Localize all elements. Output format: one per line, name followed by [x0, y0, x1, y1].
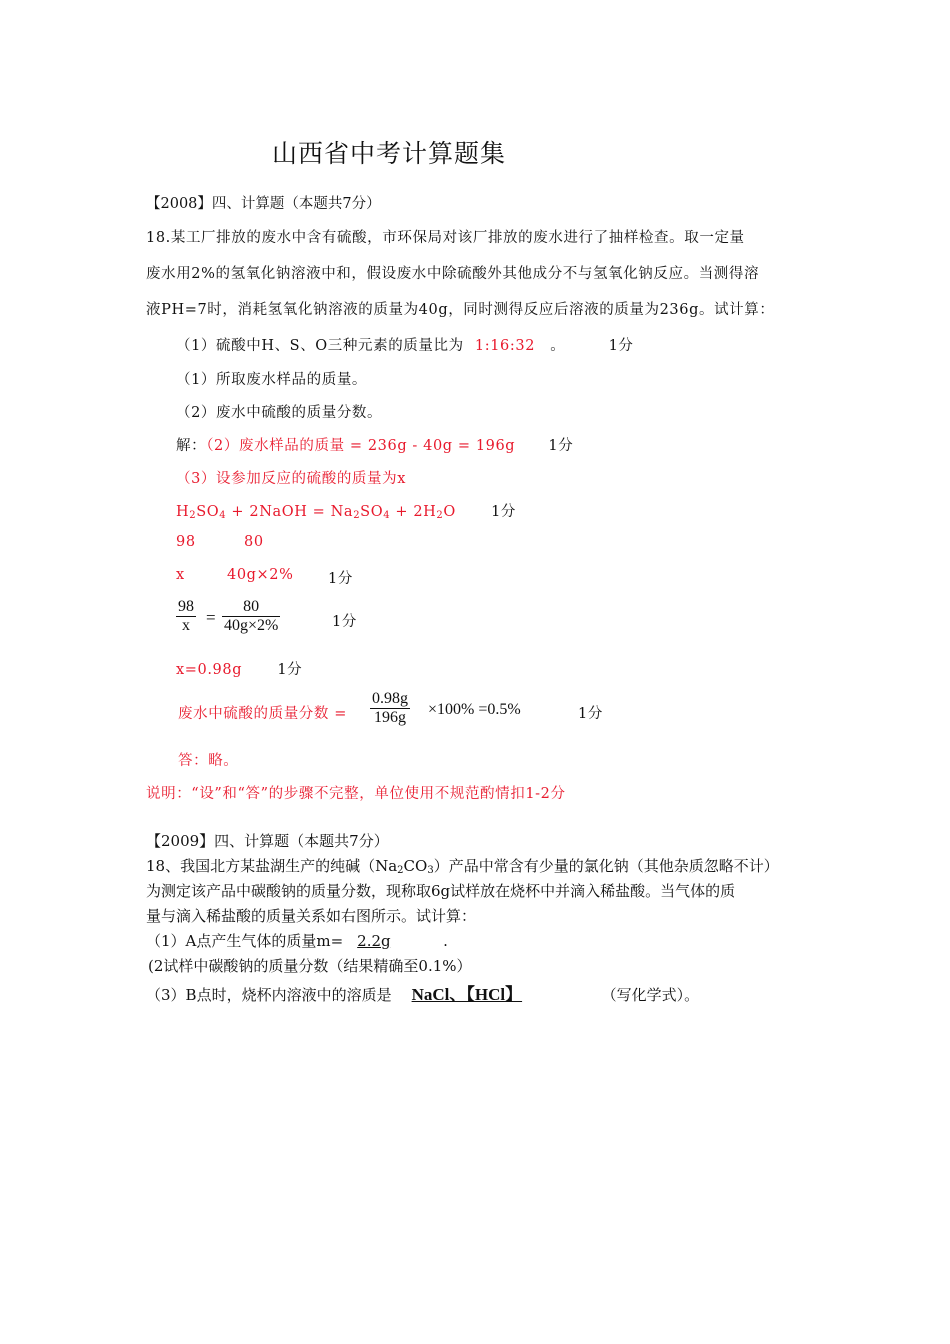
solution-line-1 — [176, 434, 573, 455]
question-2008-line-3: 液PH=7时，消耗氢氧化钠溶液的质量为40g，同时测得反应后溶液的质量为236g。试计算： — [146, 302, 775, 318]
question-2009-sub-1: （1）A点产生气体的质量m= 2.2g . — [146, 932, 448, 950]
equation-score: 1分 — [491, 504, 517, 520]
subquestion-1-score: 1分 — [608, 338, 634, 354]
sub3-answer-blank: NaCl、【HCl】 — [411, 985, 523, 1004]
fraction-2-numerator: 80 — [243, 598, 260, 615]
question-2008-line-2: 废水用2%的氢氧化钠溶液中和，假设废水中除硫酸外其他成分不与氢氧化钠反应。当测得溶 — [146, 266, 760, 282]
answer-line: 答：略。 — [178, 753, 239, 769]
final-fraction-label: 废水中硫酸的质量分数 = — [178, 706, 347, 722]
sub1-answer-blank: 2.2g — [357, 932, 391, 950]
mass-line-score: 1分 — [328, 571, 353, 587]
unknown-x: x — [176, 567, 185, 583]
final-fraction-numerator: 0.98g — [372, 690, 408, 707]
fraction-1-numerator: 98 — [178, 598, 194, 615]
question-2009-sub-3: （3）B点时，烧杯内溶液中的溶质是 NaCl、【HCl】 （写化学式）。 — [146, 980, 699, 1005]
proportion-score: 1分 — [332, 614, 357, 630]
x-result-score: 1分 — [277, 662, 303, 678]
x-result-line — [176, 658, 302, 679]
solution-line-2: （3）设参加反应的硫酸的质量为x — [176, 471, 407, 487]
question-2009-line-3: 量与滴入稀盐酸的质量关系如右图所示。试计算： — [146, 907, 477, 925]
grading-note: 说明：“设”和“答”的步骤不完整，单位使用不规范酌情扣1-2分 — [146, 786, 566, 802]
section-2009-header: 【2009】四、计算题（本题共7分） — [146, 832, 389, 850]
fraction-2-denominator: 40g×2% — [224, 617, 279, 634]
solution-line-1-score: 1分 — [548, 438, 574, 454]
subquestion-1-answer: 1:16:32 — [474, 338, 536, 354]
chemical-equation — [176, 500, 516, 521]
question-2009-line-1: 18、我国北方某盐湖生产的纯碱$(Na_2CO_3)$产品中常含有少量的氯化钠（其他杂质忽略不计） — [146, 857, 779, 876]
equation-formula: $H_2SO_4$ + 2NaOH = $Na_2SO_4 + 2H_2O$ — [176, 504, 456, 521]
subquestion-3: （2）废水中硫酸的质量分数。 — [176, 405, 383, 421]
page-title: 山西省中考计算题集 — [272, 139, 507, 168]
subquestion-1-end: 。 — [550, 338, 566, 354]
subquestion-1-text: （1）硫酸中H、S、O三种元素的质量比为 — [176, 338, 464, 354]
x-result: x=0.98g — [176, 662, 243, 678]
final-score: 1分 — [578, 706, 603, 722]
question-2009-sub-2: (2试样中碳酸钠的质量分数（结果精确至0.1%） — [148, 957, 472, 975]
proportion-equals: = — [206, 608, 216, 627]
question-2008-line-1: 18.某工厂排放的废水中含有硫酸，市环保局对该厂排放的废水进行了抽样检查。取一定量 — [146, 230, 745, 246]
section-2008-header: 【2008】四、计算题（本题共7分） — [146, 196, 381, 212]
subquestion-2: （1）所取废水样品的质量。 — [176, 372, 368, 388]
question-2009-line-2: 为测定该产品中碳酸钠的质量分数，现称取6g试样放在烧杯中并滴入稀盐酸。当气体的质 — [146, 882, 736, 900]
fraction-80-over-naoh — [222, 598, 280, 635]
molar-mass-80: 80 — [244, 534, 264, 550]
subquestion-1-mass-ratio — [176, 334, 634, 355]
final-percentage: ×100% =0.5% — [428, 701, 521, 718]
naoh-mass: 40g×2% — [227, 567, 294, 583]
final-fraction — [370, 690, 410, 727]
fraction-1-denominator: x — [176, 616, 196, 635]
solution-label: 解： — [176, 438, 207, 454]
fraction-98-over-x — [176, 598, 196, 635]
molar-mass-98: 98 — [176, 534, 196, 550]
solution-sample-mass: （2）废水样品的质量 = 236g - 40g = 196g — [206, 438, 516, 454]
final-fraction-denominator: 196g — [370, 708, 410, 727]
